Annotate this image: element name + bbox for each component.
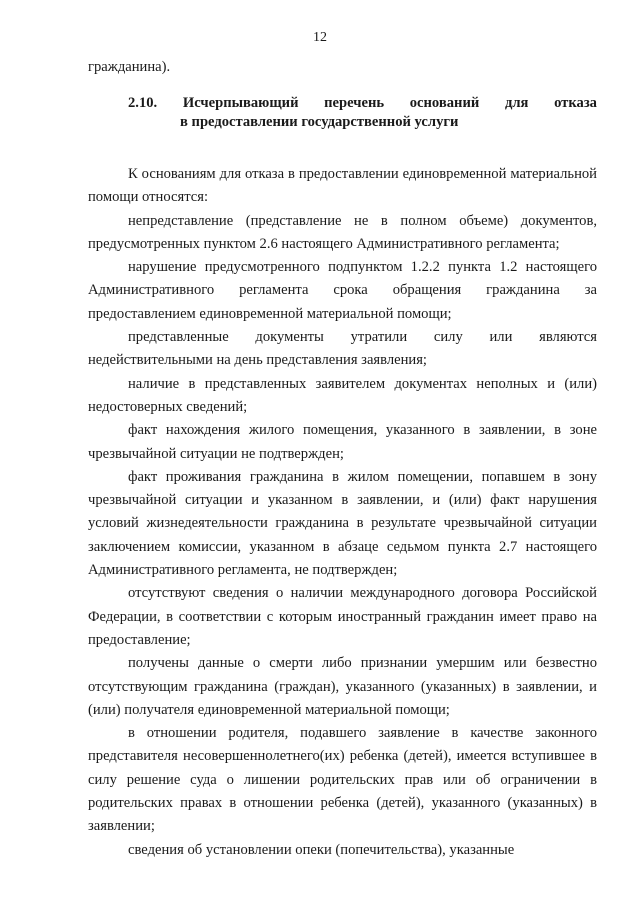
refusal-ground-paragraph: сведения об установлении опеки (попечительства), указанные (128, 841, 515, 858)
body-text (88, 163, 597, 862)
continued-text-fragment: гражданина). (88, 59, 171, 75)
section-number: 2.10. (128, 95, 158, 111)
refusal-ground-paragraph: отсутствуют сведения о наличии международного договора Российской Федерации, в соответствии с которым иностранный гражданин имеет право на предоставление; (88, 585, 597, 648)
refusal-ground-paragraph: нарушение предусмотренного подпунктом 1.2.2 пункта 1.2 настоящего Административного регламента срока обращения гражданина за предоставлением единовременной материальной помощи; (88, 259, 597, 322)
section-title-word: Исчерпывающий (182, 95, 299, 111)
section-title-word: перечень (324, 95, 385, 111)
refusal-ground-paragraph: в отношении родителя, подавшего заявление в качестве законного представителя несовершеннолетнего(их) ребенка (детей), имеется вступившее в силу решение суда о лишении родительских прав или об ограничении в родительских правах в отношении ребенка (детей), указанного (указанных) в заявлении; (88, 725, 597, 835)
section-title-word: для (504, 95, 529, 111)
refusal-ground-paragraph: непредставление (представление не в полном объеме) документов, предусмотренных пунктом 2.6 настоящего Административного регламента; (88, 212, 597, 252)
refusal-ground-paragraph: факт проживания гражданина в жилом помещении, попавшем в зону чрезвычайной ситуации и указанном в заявлении, и (или) факт нарушения условий жизнедеятельности гражданина в результате чрезвычайной ситуации заключением комиссии, указанном в абзаце седьмом пункта 2.7 настоящего Административного регламента, не подтвержден; (88, 468, 597, 579)
section-title-word: оснований (409, 95, 480, 111)
refusal-ground-paragraph: наличие в представленных заявителем документах неполных и (или) недостоверных сведений; (88, 375, 597, 415)
section-title-word: отказа (554, 95, 597, 111)
refusal-ground-paragraph: получены данные о смерти либо признании умершим или безвестно отсутствующим гражданина (граждан), указанного (указанных) в заявлении, и (или) получателя единовременной материальной помощи; (88, 655, 597, 718)
page-number: 12 (313, 30, 327, 45)
refusal-ground-paragraph: представленные документы утратили силу или являются недействительными на день представления заявления; (88, 329, 597, 369)
intro-paragraph: К основаниям для отказа в предоставлении единовременной материальной помощи относятся: (88, 166, 597, 206)
section-heading-line1 (128, 94, 597, 113)
section-heading (128, 94, 597, 132)
section-heading-line2: в предоставлении государственной услуги (180, 114, 459, 130)
refusal-ground-paragraph: факт нахождения жилого помещения, указанного в заявлении, в зоне чрезвычайной ситуации не подтвержден; (88, 422, 597, 462)
